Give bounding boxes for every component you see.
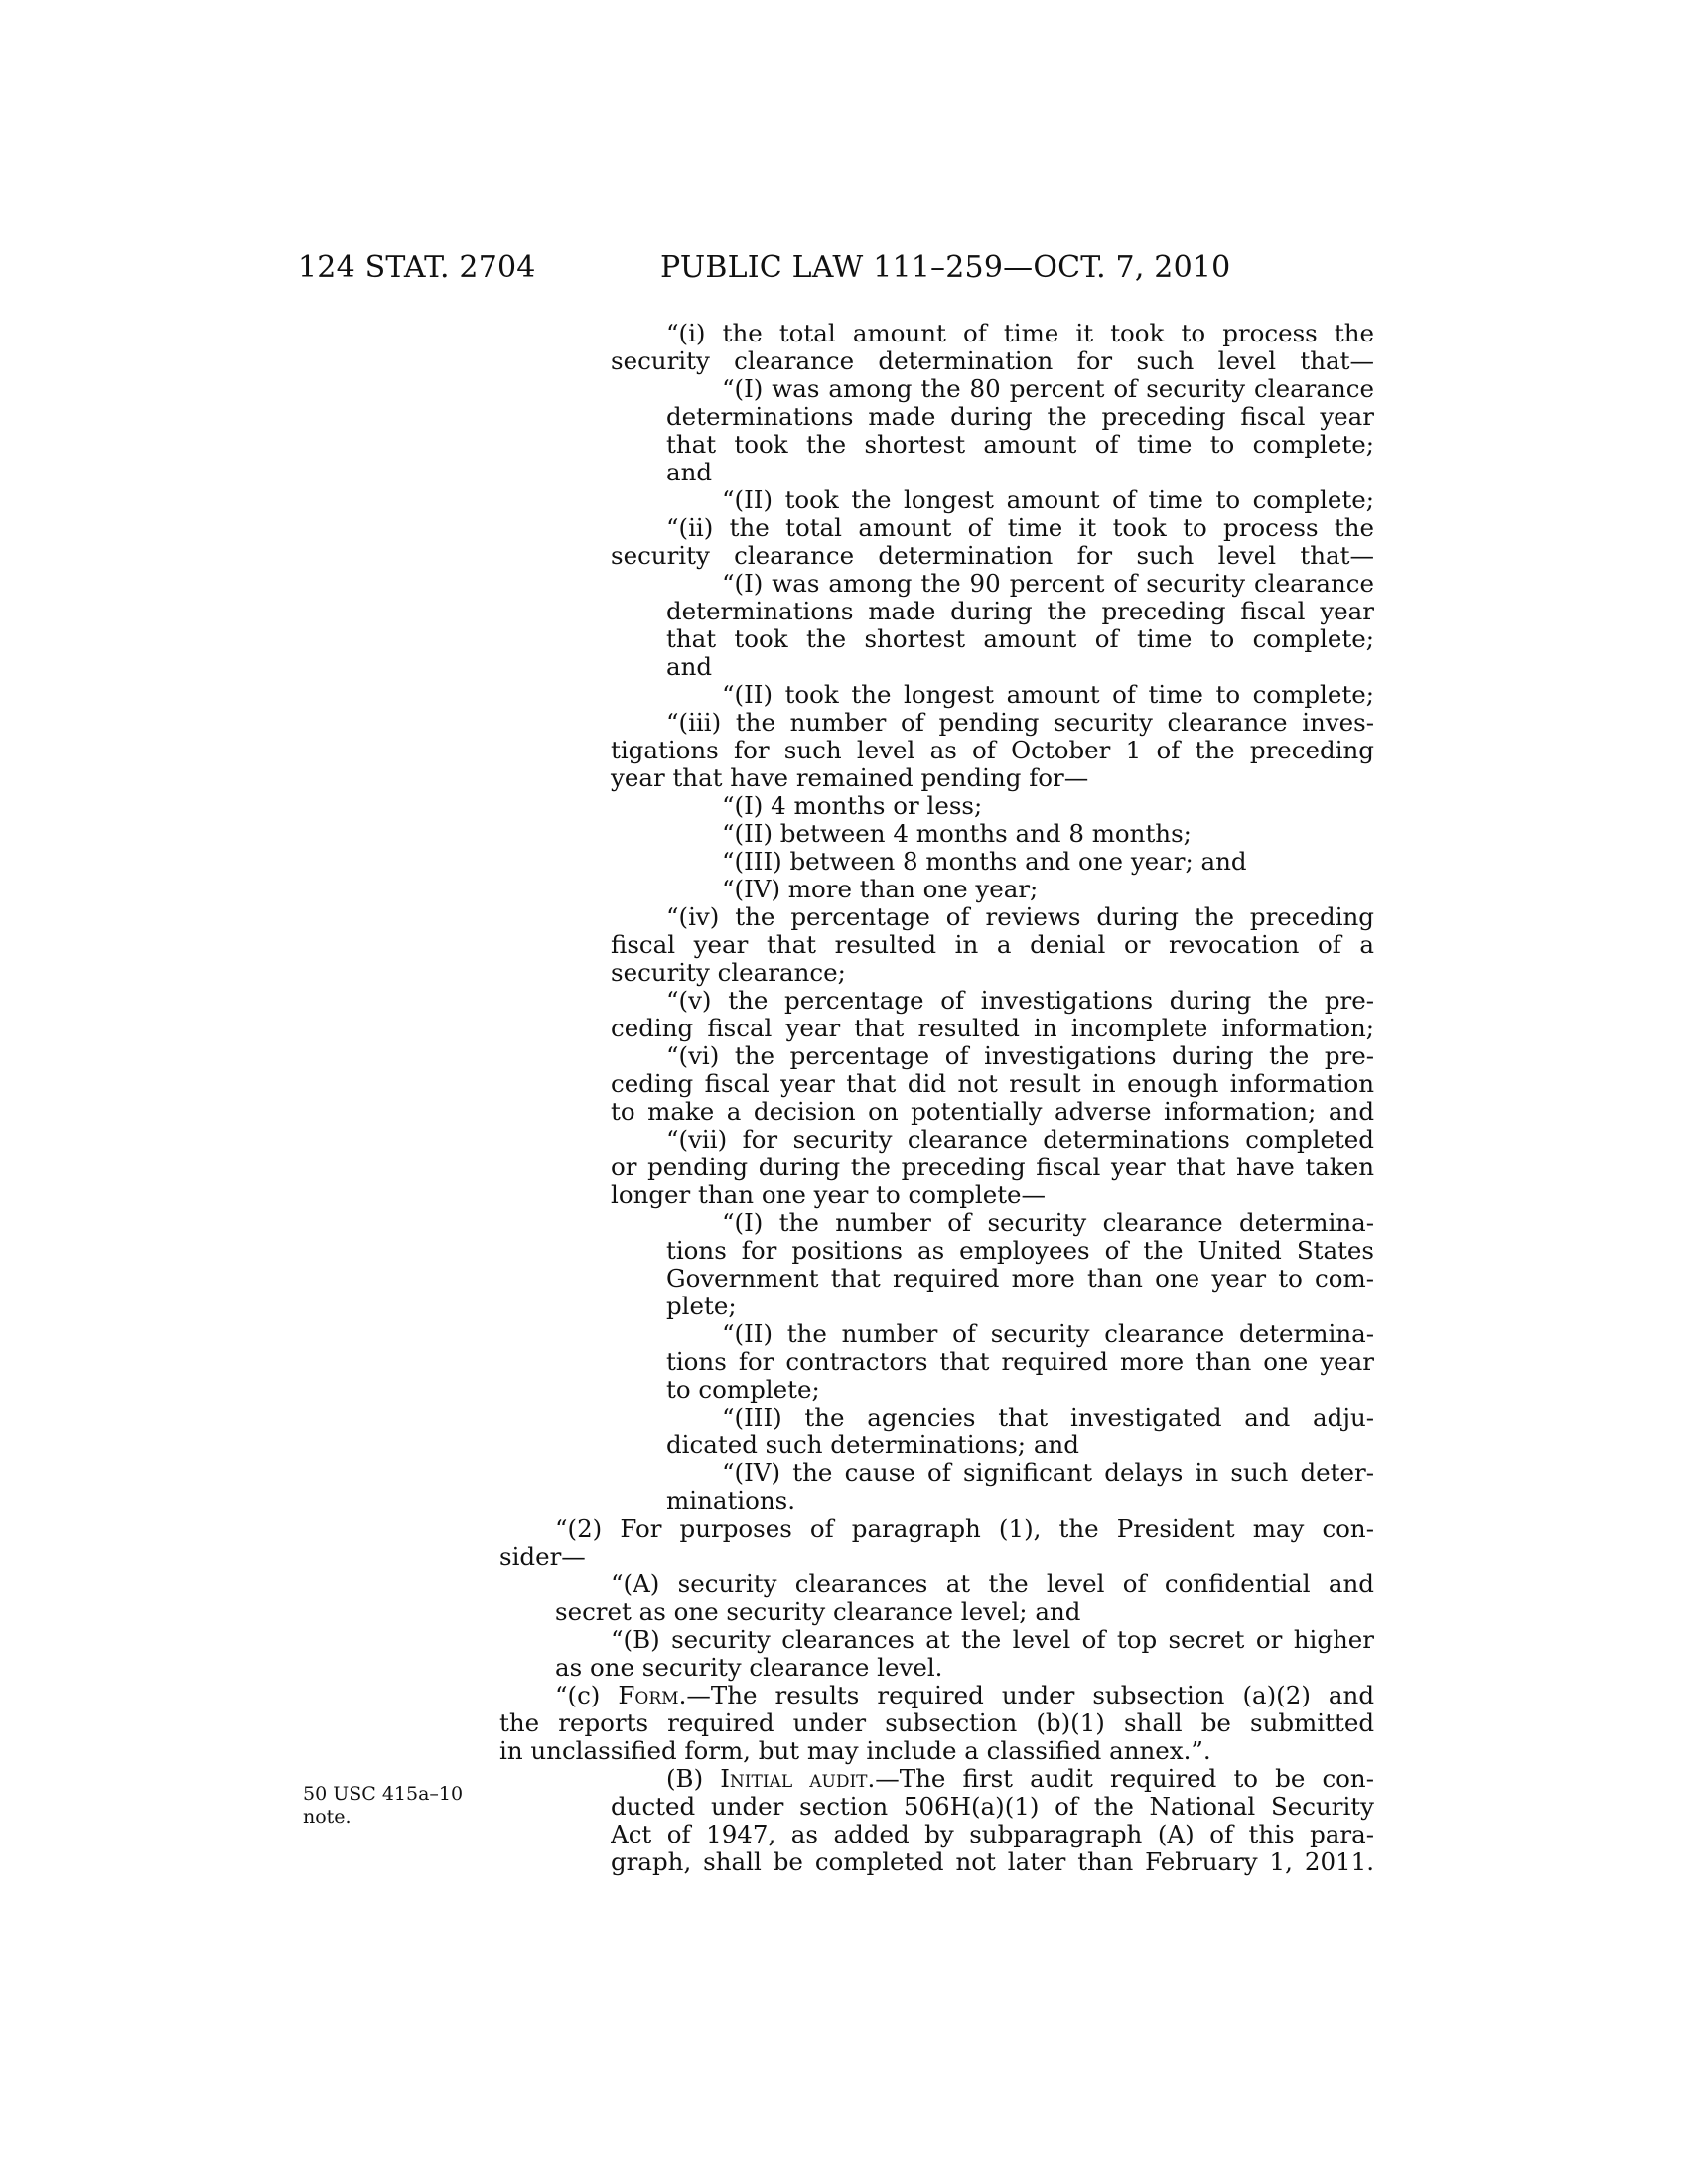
text-line: “(iii) the number of pending security clearance inves-: [666, 709, 1374, 737]
text-line: to make a decision on potentially adverse information; and: [611, 1098, 1374, 1126]
margin-note-usc-citation: 50 USC 415a–10: [303, 1783, 464, 1805]
text-line: “(III) the agencies that investigated and adju-: [722, 1404, 1374, 1432]
text-line: “(II) the number of security clearance determina-: [722, 1320, 1374, 1348]
text-line: determinations made during the preceding fiscal year: [666, 598, 1374, 625]
text-line: determinations made during the preceding fiscal year: [666, 403, 1374, 431]
text-line: “(i) the total amount of time it took to process the: [666, 320, 1374, 347]
text-line: dicated such determinations; and: [666, 1431, 1079, 1459]
text-line: “(A) security clearances at the level of confidential and: [611, 1570, 1374, 1598]
text-line: [555, 1682, 1374, 1709]
text-line: sider—: [499, 1542, 586, 1570]
text-line: “(v) the percentage of investigations during the pre-: [666, 987, 1374, 1015]
text-line: “(II) between 4 months and 8 months;: [722, 819, 1192, 848]
text-line: “(I) 4 months or less;: [722, 791, 983, 820]
margin-note-suffix: note.: [303, 1806, 352, 1828]
text-line: the reports required under subsection (b)(1) shall be submitted: [499, 1709, 1374, 1737]
text-line: as one security clearance level.: [555, 1653, 943, 1682]
text-line: “(IV) more than one year;: [722, 875, 1039, 903]
text-line: tigations for such level as of October 1 of the preceding: [611, 737, 1374, 764]
text-line: [666, 1765, 1374, 1793]
text-line: “(I) was among the 80 percent of security clearance: [722, 375, 1374, 403]
text-line: and: [666, 458, 713, 486]
text-line: that took the shortest amount of time to complete;: [666, 625, 1374, 653]
text-line: year that have remained pending for—: [611, 763, 1089, 792]
subsection-c-number: “(c): [555, 1682, 619, 1709]
text-line: “(III) between 8 months and one year; and: [722, 847, 1247, 876]
subparagraph-b-number: (B): [666, 1765, 721, 1793]
text-line: or pending during the preceding fiscal year that have taken: [611, 1154, 1374, 1181]
text-line: “(II) took the longest amount of time to complete;: [722, 486, 1374, 514]
text-line: “(vi) the percentage of investigations during the pre-: [666, 1042, 1374, 1070]
text-line: “(2) For purposes of paragraph (1), the President may con-: [555, 1515, 1374, 1543]
stat-page-reference: 124 STAT. 2704: [298, 250, 536, 285]
text-line: security clearance;: [611, 958, 846, 987]
text-line: “(ii) the total amount of time it took to process the: [666, 514, 1374, 542]
text-line: minations.: [666, 1486, 796, 1515]
text-line: fiscal year that resulted in a denial or revocation of a: [611, 931, 1374, 959]
public-law-running-head: PUBLIC LAW 111–259—OCT. 7, 2010: [660, 250, 1231, 285]
text-line: that took the shortest amount of time to complete;: [666, 431, 1374, 459]
text-line: tions for contractors that required more than one year: [666, 1348, 1374, 1376]
text-line: Government that required more than one year to com-: [666, 1265, 1374, 1293]
text-line: security clearance determination for such level that—: [611, 542, 1374, 570]
text-line: tions for positions as employees of the United States: [666, 1237, 1374, 1265]
subparagraph-b-text: .—The first audit required to be con-: [867, 1765, 1374, 1793]
subsection-c-text: .—The results required under subsection (a)(2) and: [678, 1682, 1374, 1709]
subsection-c-heading: Form: [618, 1682, 679, 1709]
text-line: ceding fiscal year that did not result in enough information: [611, 1070, 1374, 1098]
text-line: “(iv) the percentage of reviews during the preceding: [666, 903, 1374, 931]
text-line: security clearance determination for such level that—: [611, 347, 1374, 375]
text-line: “(I) was among the 90 percent of security clearance: [722, 570, 1374, 598]
text-line: “(IV) the cause of significant delays in such deter-: [722, 1459, 1374, 1487]
text-line: and: [666, 652, 713, 681]
text-line: “(I) the number of security clearance determina-: [722, 1209, 1374, 1237]
text-line: graph, shall be completed not later than February 1, 2011.: [611, 1848, 1374, 1876]
text-line: ceding fiscal year that resulted in incomplete information;: [611, 1015, 1374, 1042]
text-line: Act of 1947, as added by subparagraph (A) of this para-: [611, 1821, 1374, 1848]
text-line: secret as one security clearance level; and: [555, 1597, 1081, 1626]
text-line: plete;: [666, 1292, 737, 1320]
text-line: ducted under section 506H(a)(1) of the National Security: [611, 1793, 1374, 1821]
subparagraph-b-heading: Initial audit: [720, 1765, 868, 1793]
text-line: “(B) security clearances at the level of top secret or higher: [611, 1626, 1374, 1654]
text-line: longer than one year to complete—: [611, 1180, 1047, 1209]
text-line: “(II) took the longest amount of time to complete;: [722, 681, 1374, 709]
text-line: to complete;: [666, 1375, 820, 1404]
text-line: “(vii) for security clearance determinations completed: [666, 1126, 1374, 1154]
text-line: in unclassified form, but may include a classified annex.”.: [499, 1736, 1211, 1765]
